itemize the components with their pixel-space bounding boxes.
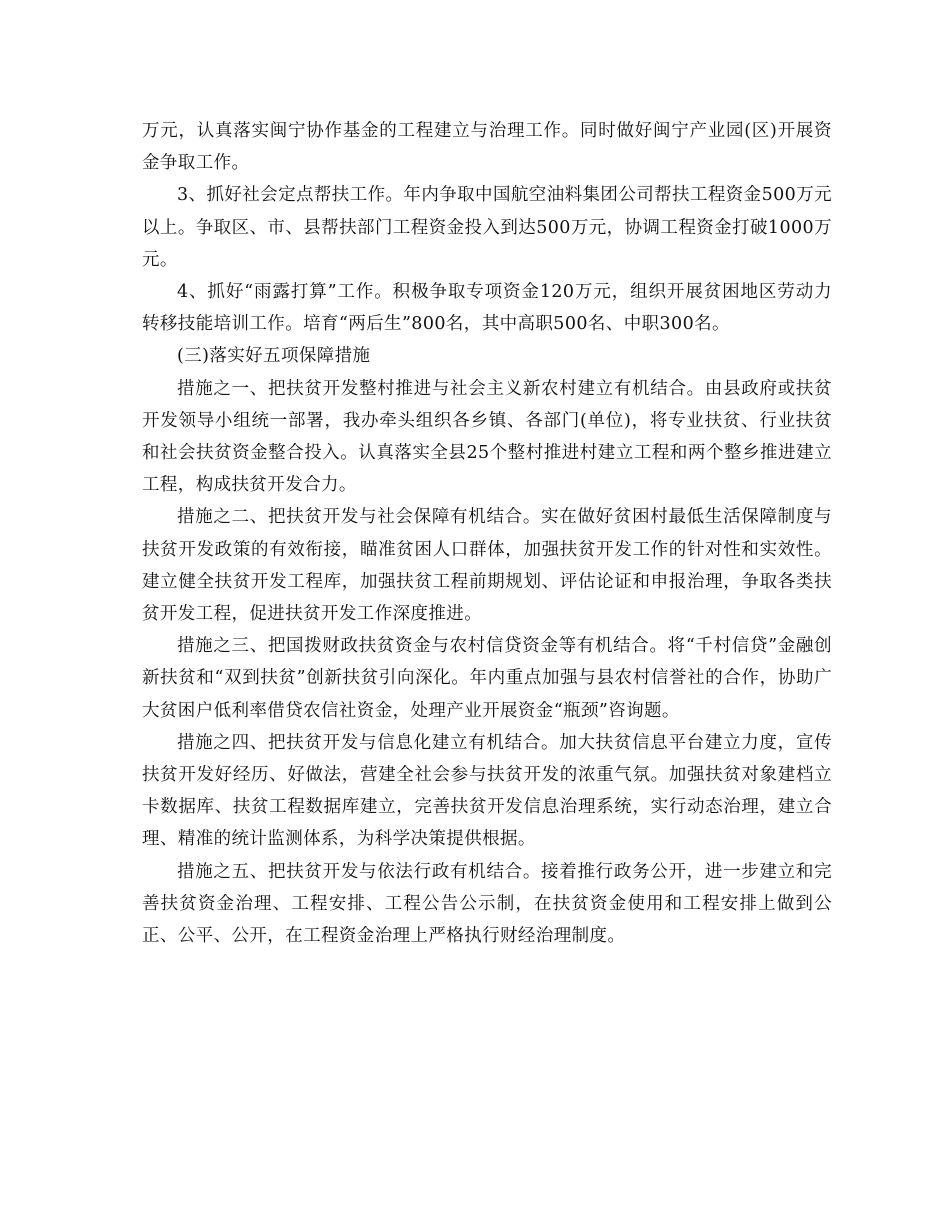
paragraph-item-4: 4、抓好“雨露打算”工作。积极争取专项资金120万元，组织开展贫困地区劳动力转移技能培训工作。培育“两后生”800名，其中高职500名、中职300名。: [142, 282, 832, 335]
paragraph-measure-5: 措施之五、把扶贫开发与依法行政有机结合。接着推行政务公开，进一步建立和完善扶贫资金治理、工程安排、工程公告公示制，在扶贫资金使用和工程安排上做到公正、公平、公开，在工程资金治理上严格执行财经治理制度。: [142, 861, 832, 947]
paragraph-continuation: 万元，认真落实闽宁协作基金的工程建立与治理工作。同时做好闽宁产业园(区)开展资金争取工作。: [142, 121, 832, 174]
paragraph-measure-1: 措施之一、把扶贫开发整村推进与社会主义新农村建立有机结合。由县政府或扶贫开发领导小组统一部署，我办牵头组织各乡镇、各部门(单位)，将专业扶贫、行业扶贫和社会扶贫资金整合投入。认真落实全县25个整村推进村建立工程和两个整乡推进建立工程，构成扶贫开发合力。: [142, 378, 832, 496]
section-heading: (三)落实好五项保障措施: [177, 346, 371, 367]
paragraph-measure-3: 措施之三、把国拨财政扶贫资金与农村信贷资金等有机结合。将“千村信贷”金融创新扶贫和“双到扶贫”创新扶贫引向深化。年内重点加强与县农村信誉社的合作，协助广大贫困户低利率借贷农信社资金，处理产业开展资金“瓶颈”咨询题。: [142, 636, 832, 721]
paragraph-measure-4: 措施之四、把扶贫开发与信息化建立有机结合。加大扶贫信息平台建立力度，宣传扶贫开发好经历、好做法，营建全社会参与扶贫开发的浓重气氛。加强扶贫对象建档立卡数据库、扶贫工程数据库建立，完善扶贫开发信息治理系统，实行动态治理，建立合理、精准的统计监测体系，为科学决策提供根据。: [142, 732, 832, 850]
paragraph-measure-2: 措施之二、把扶贫开发与社会保障有机结合。实在做好贫困村最低生活保障制度与扶贫开发政策的有效衔接，瞄准贫困人口群体，加强扶贫开发工作的针对性和实效性。建立健全扶贫开发工程库，加强扶贫工程前期规划、评估论证和申报治理，争取各类扶贫开发工程，促进扶贫开发工作深度推进。: [142, 507, 832, 625]
paragraph-item-3: 3、抓好社会定点帮扶工作。年内争取中国航空油料集团公司帮扶工程资金500万元以上。争取区、市、县帮扶部门工程资金投入到达500万元，协调工程资金打破1000万元。: [142, 185, 832, 270]
document-body: [142, 115, 832, 952]
